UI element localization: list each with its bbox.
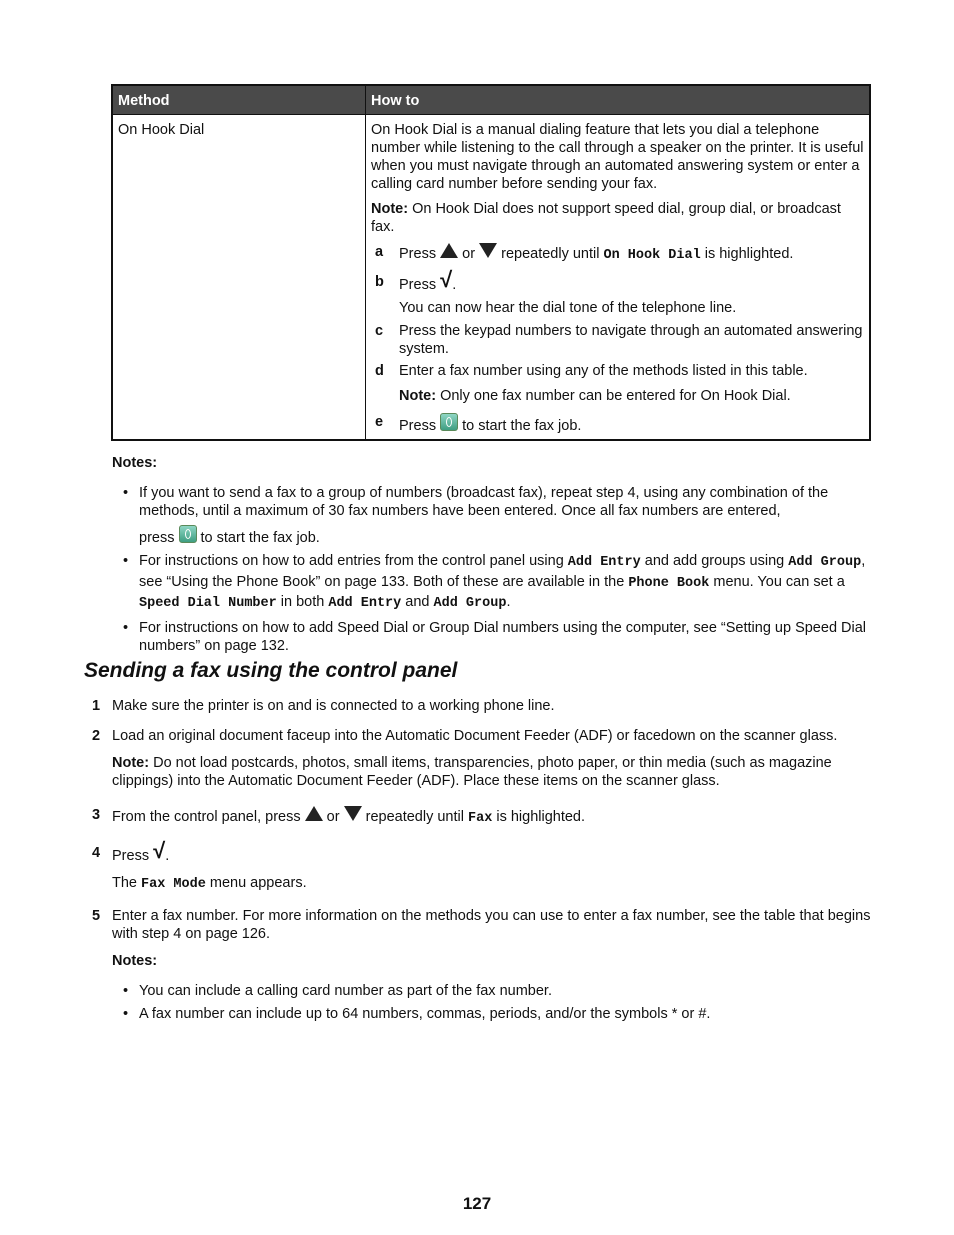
step-text: . — [165, 848, 170, 864]
substep-letter: e — [375, 414, 384, 430]
table-row — [112, 115, 870, 441]
step-text: Load an original document faceup into the Automatic Document Feeder (ADF) or facedown on the scanner glass. — [112, 728, 838, 744]
list-item: • You can include a calling card number as part of the fax number. — [112, 982, 877, 1000]
step-text: Press — [112, 848, 150, 864]
menu-item-code: Phone Book — [628, 575, 710, 591]
list-item: • A fax number can include up to 64 numbers, commas, periods, and/or the symbols * or #. — [112, 1005, 877, 1023]
substep-text: Press — [399, 277, 437, 293]
start-fax-icon — [179, 525, 197, 543]
substep-text: Press the keypad numbers to navigate through an automated answering system. — [399, 323, 863, 357]
substep-text: repeatedly until — [501, 246, 600, 262]
step-number: 5 — [92, 908, 101, 924]
step-5 — [87, 907, 877, 1023]
menu-item-code: Add Entry — [567, 555, 641, 570]
up-arrow-icon — [440, 243, 458, 258]
checkmark-icon: √ — [153, 838, 166, 863]
note-text: menu. You can set a — [713, 573, 845, 590]
step-number: 4 — [92, 845, 101, 861]
table-notes — [112, 454, 872, 660]
substep-letter: a — [375, 244, 384, 260]
notes-label: Notes: — [112, 455, 158, 471]
step-number: 3 — [92, 807, 101, 823]
substep-b — [371, 267, 864, 317]
substep-text: or — [462, 246, 476, 262]
step-text: menu appears. — [209, 875, 307, 891]
note-text: Do not load postcards, photos, small items, transparencies, photo paper, or thin media (such as magazine clippings) into the Automatic Document Feeder (ADF). Place these items on the scanner glass. — [112, 755, 832, 789]
note-text: For instructions on how to add entries from the control panel using — [139, 553, 564, 569]
note-text: On Hook Dial does not support speed dial, group dial, or broadcast fax. — [371, 201, 841, 235]
substep-c — [371, 322, 864, 358]
note-text: Only one fax number can be entered for On Hook Dial. — [440, 388, 791, 404]
menu-item-code: Add Entry — [328, 596, 402, 611]
substep-e — [371, 413, 864, 435]
note-text: If you want to send a fax to a group of numbers (broadcast fax), repeat step 4, using any combination of the methods, until a maximum of 30 fax numbers have been entered. Once all fax numbers are entered, — [139, 485, 829, 519]
menu-item-code: Fax — [468, 811, 493, 826]
menu-item-code: On Hook Dial — [603, 248, 701, 263]
substep-letter: d — [375, 363, 384, 379]
step-text: Enter a fax number. For more information on the methods you can use to enter a fax number, see the table that begins with step 4 on page 126. — [112, 908, 871, 942]
checkmark-icon: √ — [440, 267, 453, 292]
note-label: Note: — [399, 388, 437, 404]
step-number: 2 — [92, 728, 101, 744]
note-text: in both — [280, 594, 325, 610]
substep-list — [371, 243, 864, 435]
note-label: Note: — [112, 755, 150, 771]
substep-text: Press — [399, 418, 437, 434]
column-header-how-to: How to — [366, 85, 871, 115]
method-cell: On Hook Dial — [112, 115, 366, 441]
procedure-steps — [87, 697, 877, 1028]
substep-text: is highlighted. — [704, 246, 794, 262]
note-text: and — [405, 594, 430, 610]
step-text: The — [112, 875, 137, 891]
list-item — [112, 484, 872, 547]
section-title: Sending a fax using the control panel — [84, 659, 458, 682]
step-text: is highlighted. — [496, 809, 586, 825]
step-3 — [87, 806, 877, 828]
method-description: On Hook Dial is a manual dialing feature that lets you dial a telephone number while listening to the call through a speaker on the printer. It is useful when you must navigate through an automated answering system or enter a calling card number before sending your fax. — [371, 122, 864, 192]
notes-list — [112, 484, 872, 655]
step-4 — [87, 838, 877, 894]
menu-item-code: Add Group — [433, 596, 507, 611]
step-number: 1 — [92, 698, 101, 714]
step-note — [112, 754, 877, 790]
step-1 — [87, 697, 877, 715]
menu-item-code: Add Group — [788, 555, 862, 570]
substep-note — [399, 387, 864, 405]
step-text: or — [326, 809, 340, 825]
step-text: Make sure the printer is on and is connected to a working phone line. — [112, 698, 555, 714]
menu-item-code: Fax Mode — [141, 877, 206, 892]
substep-d — [371, 362, 864, 405]
down-arrow-icon — [479, 243, 497, 258]
step-result — [112, 874, 877, 894]
notes-label: Notes: — [112, 953, 158, 969]
step-text: repeatedly until — [365, 809, 464, 825]
note-text: to start the fax job. — [200, 530, 320, 546]
start-fax-icon — [440, 413, 458, 431]
notes-list — [112, 982, 877, 1023]
note-continuation — [139, 525, 872, 547]
up-arrow-icon — [305, 806, 323, 821]
column-header-method: Method — [112, 85, 366, 115]
how-to-cell — [366, 115, 871, 441]
note-text: and add groups using — [644, 553, 785, 569]
note-label: Note: — [371, 201, 409, 217]
note-text: press — [139, 530, 175, 546]
substep-sub-text: You can now hear the dial tone of the telephone line. — [399, 300, 737, 316]
list-item: • For instructions on how to add Speed Dial or Group Dial numbers using the computer, see “Setting up Speed Dial numbers” on page 132. — [112, 619, 872, 655]
substep-letter: c — [375, 323, 384, 339]
list-item — [112, 552, 872, 614]
step-text: From the control panel, press — [112, 809, 301, 825]
fax-methods-table — [111, 84, 871, 441]
substep-text: Press — [399, 246, 437, 262]
substep-text: Enter a fax number using any of the methods listed in this table. — [399, 363, 808, 379]
step-2 — [87, 727, 877, 790]
note-text: . — [506, 594, 511, 610]
page-number: 127 — [462, 1194, 492, 1213]
substep-letter: b — [375, 274, 384, 290]
method-note — [371, 200, 864, 236]
substep-text: to start the fax job. — [462, 418, 582, 434]
down-arrow-icon — [344, 806, 362, 821]
substep-text: . — [452, 277, 457, 293]
menu-item-code: Speed Dial Number — [139, 596, 277, 611]
note-text: , see “Using the Phone Book” on page 133. Both of these are available in the — [139, 553, 866, 590]
table-header-row — [112, 85, 870, 115]
substep-a — [371, 243, 864, 265]
